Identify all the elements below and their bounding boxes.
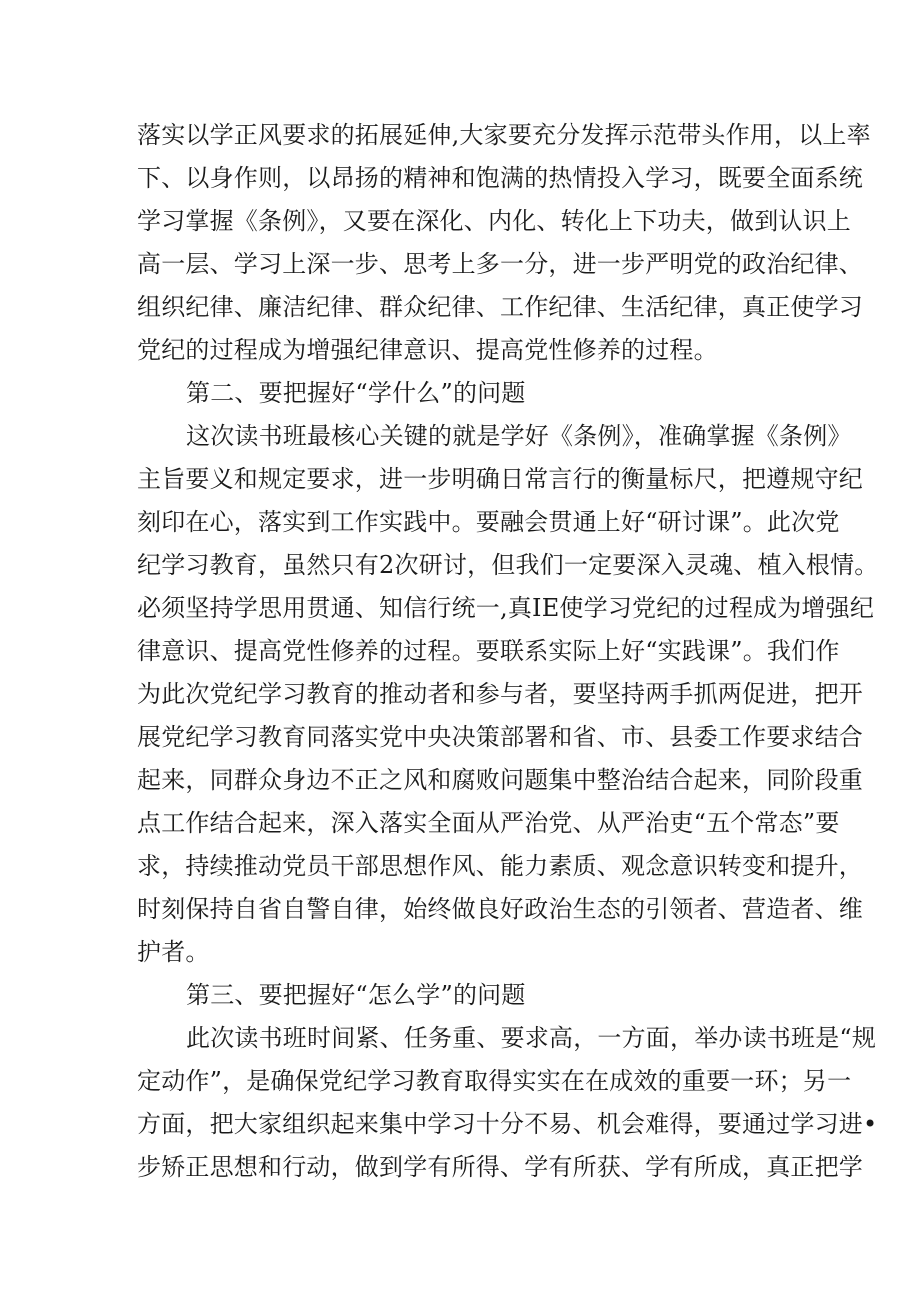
- body-text-line: 高一层、学习上深一步、思考上多一分，进一步严明党的政治纪律、: [137, 250, 863, 278]
- body-text-line: 这次读书班最核心关键的就是学好《条例》，准确掌握《条例》: [186, 422, 852, 450]
- body-text-line: 刻印在心，落实到工作实践中。要融会贯通上好“研讨课”。此次党: [137, 508, 840, 536]
- body-text-line: 落实以学正风要求的拓展延伸,大家要充分发挥示范带头作用，以上率: [137, 121, 871, 149]
- body-text-line: 律意识、提高党性修养的过程。要联系实际上好“实践课”。我们作: [137, 637, 840, 665]
- body-text-line: 起来，同群众身边不正之风和腐败问题集中整治结合起来，同阶段重: [137, 766, 863, 794]
- body-text-line: 纪学习教育，虽然只有2次研讨，但我们一定要深入灵魂、植入根情。: [137, 551, 879, 579]
- section-heading: 第三、要把握好“怎么学”的问题: [186, 981, 526, 1009]
- body-text-line: 点工作结合起来，深入落实全面从严治党、从严治吏“五个常态”要: [137, 809, 840, 837]
- body-text-line: 为此次党纪学习教育的推动者和参与者，要坚持两手抓两促进，把开: [137, 680, 863, 708]
- body-text-line: 求，持续推动党员干部思想作风、能力素质、观念意识转变和提升，: [137, 852, 863, 880]
- body-text-line: 党纪的过程成为增强纪律意识、提高党性修养的过程。: [137, 336, 718, 364]
- body-text-line: 必须坚持学思用贯通、知信行统一,真IE使学习党纪的过程成为增强纪: [137, 594, 875, 622]
- body-text-line: 时刻保持自省自警自律，始终做良好政治生态的引领者、营造者、维: [137, 895, 863, 923]
- body-text-line: 组织纪律、廉洁纪律、群众纪律、工作纪律、生活纪律，真正使学习: [137, 293, 863, 321]
- body-text-line: 定动作”，是确保党纪学习教育取得实实在在成效的重要一环；另一: [137, 1067, 852, 1095]
- body-text-line: 下、以身作则，以昂扬的精神和饱满的热情投入学习，既要全面系统: [137, 164, 863, 192]
- section-heading: 第二、要把握好“学什么”的问题: [186, 379, 526, 407]
- body-text-line: 护者。: [137, 938, 210, 966]
- body-text-line: 此次读书班时间紧、任务重、要求高，一方面，举办读书班是“规: [186, 1024, 877, 1052]
- body-text-line: 步矫正思想和行动，做到学有所得、学有所获、学有所成，真正把学: [137, 1153, 863, 1181]
- body-text-line: 方面，把大家组织起来集中学习十分不易、机会难得，要通过学习进•: [137, 1110, 878, 1138]
- body-text-line: 展党纪学习教育同落实党中央决策部署和省、市、县委工作要求结合: [137, 723, 863, 751]
- body-text-line: 学习掌握《条例》，又要在深化、内化、转化上下功夫，做到认识上: [137, 207, 851, 235]
- body-text-line: 主旨要义和规定要求，进一步明确日常言行的衡量标尺，把遵规守纪: [137, 465, 863, 493]
